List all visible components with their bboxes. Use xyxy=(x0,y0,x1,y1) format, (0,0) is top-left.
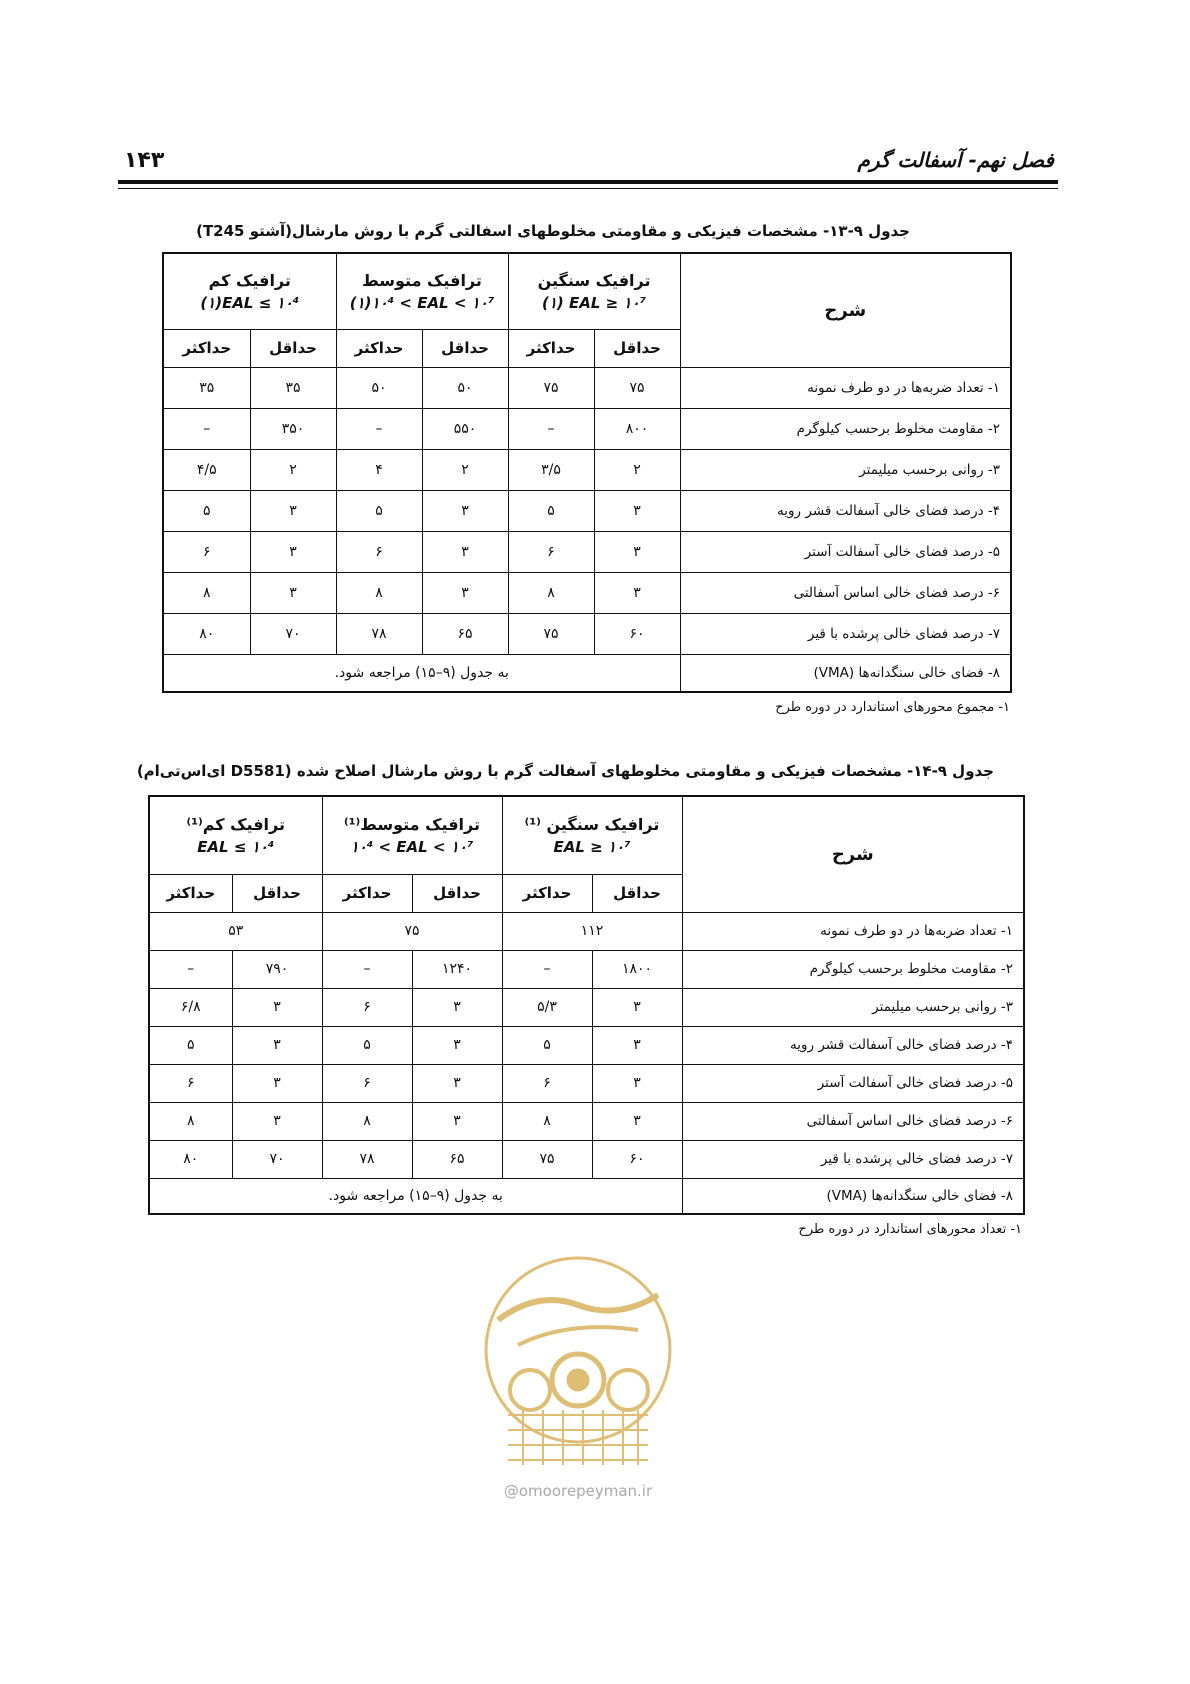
cell: ۸۰۰ xyxy=(594,408,680,449)
group-condition: (۱)۱۰⁴ < EAL < ۱۰⁷ xyxy=(349,293,495,312)
cell: – xyxy=(149,950,232,988)
cell: – xyxy=(502,950,592,988)
row-label: ۷- درصد فضای خالی پرشده با قیر xyxy=(680,613,1011,654)
group-light xyxy=(149,796,322,874)
cell: ۶۵ xyxy=(412,1140,502,1178)
cell: ۷۵ xyxy=(508,613,594,654)
min-header: حداقل xyxy=(422,329,508,367)
table-row xyxy=(163,572,1011,613)
cell: ۷۰ xyxy=(250,613,336,654)
cell: ۶ xyxy=(502,1064,592,1102)
cell: ۶ xyxy=(508,531,594,572)
cell: ۳ xyxy=(250,531,336,572)
cell: ۷۸ xyxy=(336,613,422,654)
cell: ۳۵۰ xyxy=(250,408,336,449)
cell: ۵/۳ xyxy=(502,988,592,1026)
table-row xyxy=(163,367,1011,408)
row-label: ۴- درصد فضای خالی آسفالت قشر رویه xyxy=(682,1026,1024,1064)
cell: ۳ xyxy=(232,988,322,1026)
cell: ۷۵ xyxy=(508,367,594,408)
row-label: ۶- درصد فضای خالی اساس آسفالتی xyxy=(682,1102,1024,1140)
cell: ۳ xyxy=(232,1102,322,1140)
row-label: ۲- مقاومت مخلوط برحسب کیلوگرم xyxy=(680,408,1011,449)
cell: ۷۰ xyxy=(232,1140,322,1178)
row-label: ۸- فضای خالی سنگدانه‌ها (VMA) xyxy=(680,654,1011,692)
merged-cell: به جدول (۹–۱۵) مراجعه شود. xyxy=(149,1178,682,1214)
cell: ۳ xyxy=(232,1064,322,1102)
min-header: حداقل xyxy=(594,329,680,367)
cell: ۳ xyxy=(412,1102,502,1140)
row-label: ۵- درصد فضای خالی آسفالت آستر xyxy=(682,1064,1024,1102)
cell: ۳ xyxy=(412,1064,502,1102)
cell: ۳ xyxy=(232,1026,322,1064)
cell: ۳۵ xyxy=(163,367,250,408)
max-header: حداکثر xyxy=(336,329,422,367)
cell: ۲ xyxy=(250,449,336,490)
group-title: ترافیک متوسط⁽¹⁾ xyxy=(344,814,480,834)
cell: ۵ xyxy=(149,1026,232,1064)
cell: ۳ xyxy=(412,988,502,1026)
cell: ۳ xyxy=(594,572,680,613)
row-label: ۲- مقاومت مخلوط برحسب کیلوگرم xyxy=(682,950,1024,988)
cell: ۸ xyxy=(163,572,250,613)
cell: ۵۰ xyxy=(336,367,422,408)
group-condition: ۱۰⁴ < EAL < ۱۰⁷ xyxy=(350,837,474,856)
cell: ۳ xyxy=(422,490,508,531)
max-header: حداکثر xyxy=(502,874,592,912)
header-rule xyxy=(118,180,1058,184)
row-label: ۱- تعداد ضربه‌ها در دو طرف نمونه xyxy=(682,912,1024,950)
watermark-logo xyxy=(478,1250,678,1480)
cell: ۶/۸ xyxy=(149,988,232,1026)
max-header: حداکثر xyxy=(149,874,232,912)
row-label: ۶- درصد فضای خالی اساس آسفالتی xyxy=(680,572,1011,613)
cell: ۲ xyxy=(594,449,680,490)
group-title: ترافیک متوسط xyxy=(362,270,482,290)
cell: ۸ xyxy=(336,572,422,613)
cell: ۷۸ xyxy=(322,1140,412,1178)
cell: ۸۰ xyxy=(163,613,250,654)
cell: ۱۲۴۰ xyxy=(412,950,502,988)
table-row xyxy=(163,613,1011,654)
cell: ۶ xyxy=(322,988,412,1026)
cell: ۵ xyxy=(163,490,250,531)
row-label: ۷- درصد فضای خالی پرشده با قیر xyxy=(682,1140,1024,1178)
table-row xyxy=(163,654,1011,692)
cell: ۶ xyxy=(336,531,422,572)
cell: ۵ xyxy=(508,490,594,531)
table-row xyxy=(149,1178,1024,1214)
cell: ۶ xyxy=(322,1064,412,1102)
description-header: شرح xyxy=(680,253,1011,367)
group-heavy xyxy=(502,796,682,874)
cell: ۳ xyxy=(592,1102,682,1140)
table-row xyxy=(149,1026,1024,1064)
group-condition: (۱)EAL ≤ ۱۰⁴ xyxy=(200,293,300,312)
table-row xyxy=(163,449,1011,490)
cell: – xyxy=(508,408,594,449)
table2 xyxy=(148,795,1025,1215)
min-header: حداقل xyxy=(232,874,322,912)
cell: ۳ xyxy=(422,531,508,572)
cell: ۳/۵ xyxy=(508,449,594,490)
merged-cell: ۵۳ xyxy=(149,912,322,950)
group-title: ترافیک کم xyxy=(208,270,291,290)
cell: ۸ xyxy=(149,1102,232,1140)
row-label: ۴- درصد فضای خالی آسفالت قشر رویه xyxy=(680,490,1011,531)
min-header: حداقل xyxy=(412,874,502,912)
table1 xyxy=(162,252,1012,693)
cell: ۶۰ xyxy=(592,1140,682,1178)
table-row xyxy=(149,912,1024,950)
table-row xyxy=(149,950,1024,988)
cell: ۸ xyxy=(502,1102,592,1140)
merged-cell: ۷۵ xyxy=(322,912,502,950)
row-label: ۳- روانی برحسب میلیمتر xyxy=(680,449,1011,490)
merged-cell: به جدول (۹–۱۵) مراجعه شود. xyxy=(163,654,680,692)
cell: ۲ xyxy=(422,449,508,490)
group-condition: EAL ≥ ۱۰⁷ xyxy=(553,837,631,856)
cell: ۳ xyxy=(412,1026,502,1064)
cell: ۴ xyxy=(336,449,422,490)
cell: ۳ xyxy=(594,490,680,531)
cell: ۷۹۰ xyxy=(232,950,322,988)
cell: ۸ xyxy=(508,572,594,613)
cell: ۵۵۰ xyxy=(422,408,508,449)
max-header: حداکثر xyxy=(163,329,250,367)
table2-footnote: ۱- تعداد محورهای استاندارد در دوره طرح xyxy=(798,1222,1022,1237)
table-row xyxy=(149,1140,1024,1178)
cell: ۷۵ xyxy=(502,1140,592,1178)
cell: ۳ xyxy=(592,1026,682,1064)
row-label: ۵- درصد فضای خالی آسفالت آستر xyxy=(680,531,1011,572)
group-title: ترافیک سنگین xyxy=(537,270,651,290)
table-row xyxy=(163,490,1011,531)
table-row xyxy=(163,408,1011,449)
page-number: ۱۴۳ xyxy=(124,148,165,173)
row-label: ۱- تعداد ضربه‌ها در دو طرف نمونه xyxy=(680,367,1011,408)
group-heavy xyxy=(508,253,680,329)
cell: – xyxy=(163,408,250,449)
cell: ۵ xyxy=(322,1026,412,1064)
table1-footnote: ۱- مجموع محورهای استاندارد در دوره طرح xyxy=(775,700,1010,715)
page-header xyxy=(118,148,1058,178)
cell: ۳ xyxy=(250,572,336,613)
cell: ۳۵ xyxy=(250,367,336,408)
cell: ۸ xyxy=(322,1102,412,1140)
group-title: ترافیک سنگین ⁽¹⁾ xyxy=(524,814,660,834)
table1-caption: جدول ۹-۱۳- مشخصات فیزیکی و مقاومتی مخلوطهای اسفالتی گرم با روش مارشال(آشتو T245) xyxy=(196,222,910,240)
group-medium xyxy=(336,253,508,329)
cell: ۳ xyxy=(250,490,336,531)
group-light xyxy=(163,253,336,329)
cell: ۳ xyxy=(594,531,680,572)
max-header: حداکثر xyxy=(508,329,594,367)
group-medium xyxy=(322,796,502,874)
merged-cell: ۱۱۲ xyxy=(502,912,682,950)
chapter-title: فصل نهم- آسفالت گرم xyxy=(857,148,1054,172)
header-rule-thin xyxy=(118,188,1058,189)
min-header: حداقل xyxy=(250,329,336,367)
watermark-url: @omoorepeyman.ir xyxy=(503,1482,653,1500)
description-header: شرح xyxy=(682,796,1024,912)
cell: ۳ xyxy=(592,1064,682,1102)
row-label: ۸- فضای خالی سنگدانه‌ها (VMA) xyxy=(682,1178,1024,1214)
cell: ۳ xyxy=(592,988,682,1026)
cell: ۵ xyxy=(502,1026,592,1064)
group-condition: EAL ≤ ۱۰⁴ xyxy=(197,837,275,856)
cell: ۶۰ xyxy=(594,613,680,654)
cell: ۳ xyxy=(422,572,508,613)
cell: ۱۸۰۰ xyxy=(592,950,682,988)
cell: ۵ xyxy=(336,490,422,531)
cell: – xyxy=(336,408,422,449)
cell: ۶ xyxy=(163,531,250,572)
cell: ۶ xyxy=(149,1064,232,1102)
table-row xyxy=(163,531,1011,572)
max-header: حداکثر xyxy=(322,874,412,912)
cell: ۸۰ xyxy=(149,1140,232,1178)
cell: ۶۵ xyxy=(422,613,508,654)
cell: ۴/۵ xyxy=(163,449,250,490)
cell: ۵۰ xyxy=(422,367,508,408)
table-row xyxy=(149,988,1024,1026)
table-row xyxy=(149,1102,1024,1140)
group-condition: (۱) EAL ≥ ۱۰⁷ xyxy=(541,293,647,312)
cell: – xyxy=(322,950,412,988)
table2-caption: جدول ۹-۱۴- مشخصات فیزیکی و مقاومتی مخلوطهای آسفالت گرم با روش مارشال اصلاح شده (D5581 ای‌اس‌تی‌ام) xyxy=(136,762,994,780)
table-row xyxy=(149,1064,1024,1102)
cell: ۷۵ xyxy=(594,367,680,408)
min-header: حداقل xyxy=(592,874,682,912)
group-title: ترافیک کم⁽¹⁾ xyxy=(186,814,285,834)
row-label: ۳- روانی برحسب میلیمتر xyxy=(682,988,1024,1026)
